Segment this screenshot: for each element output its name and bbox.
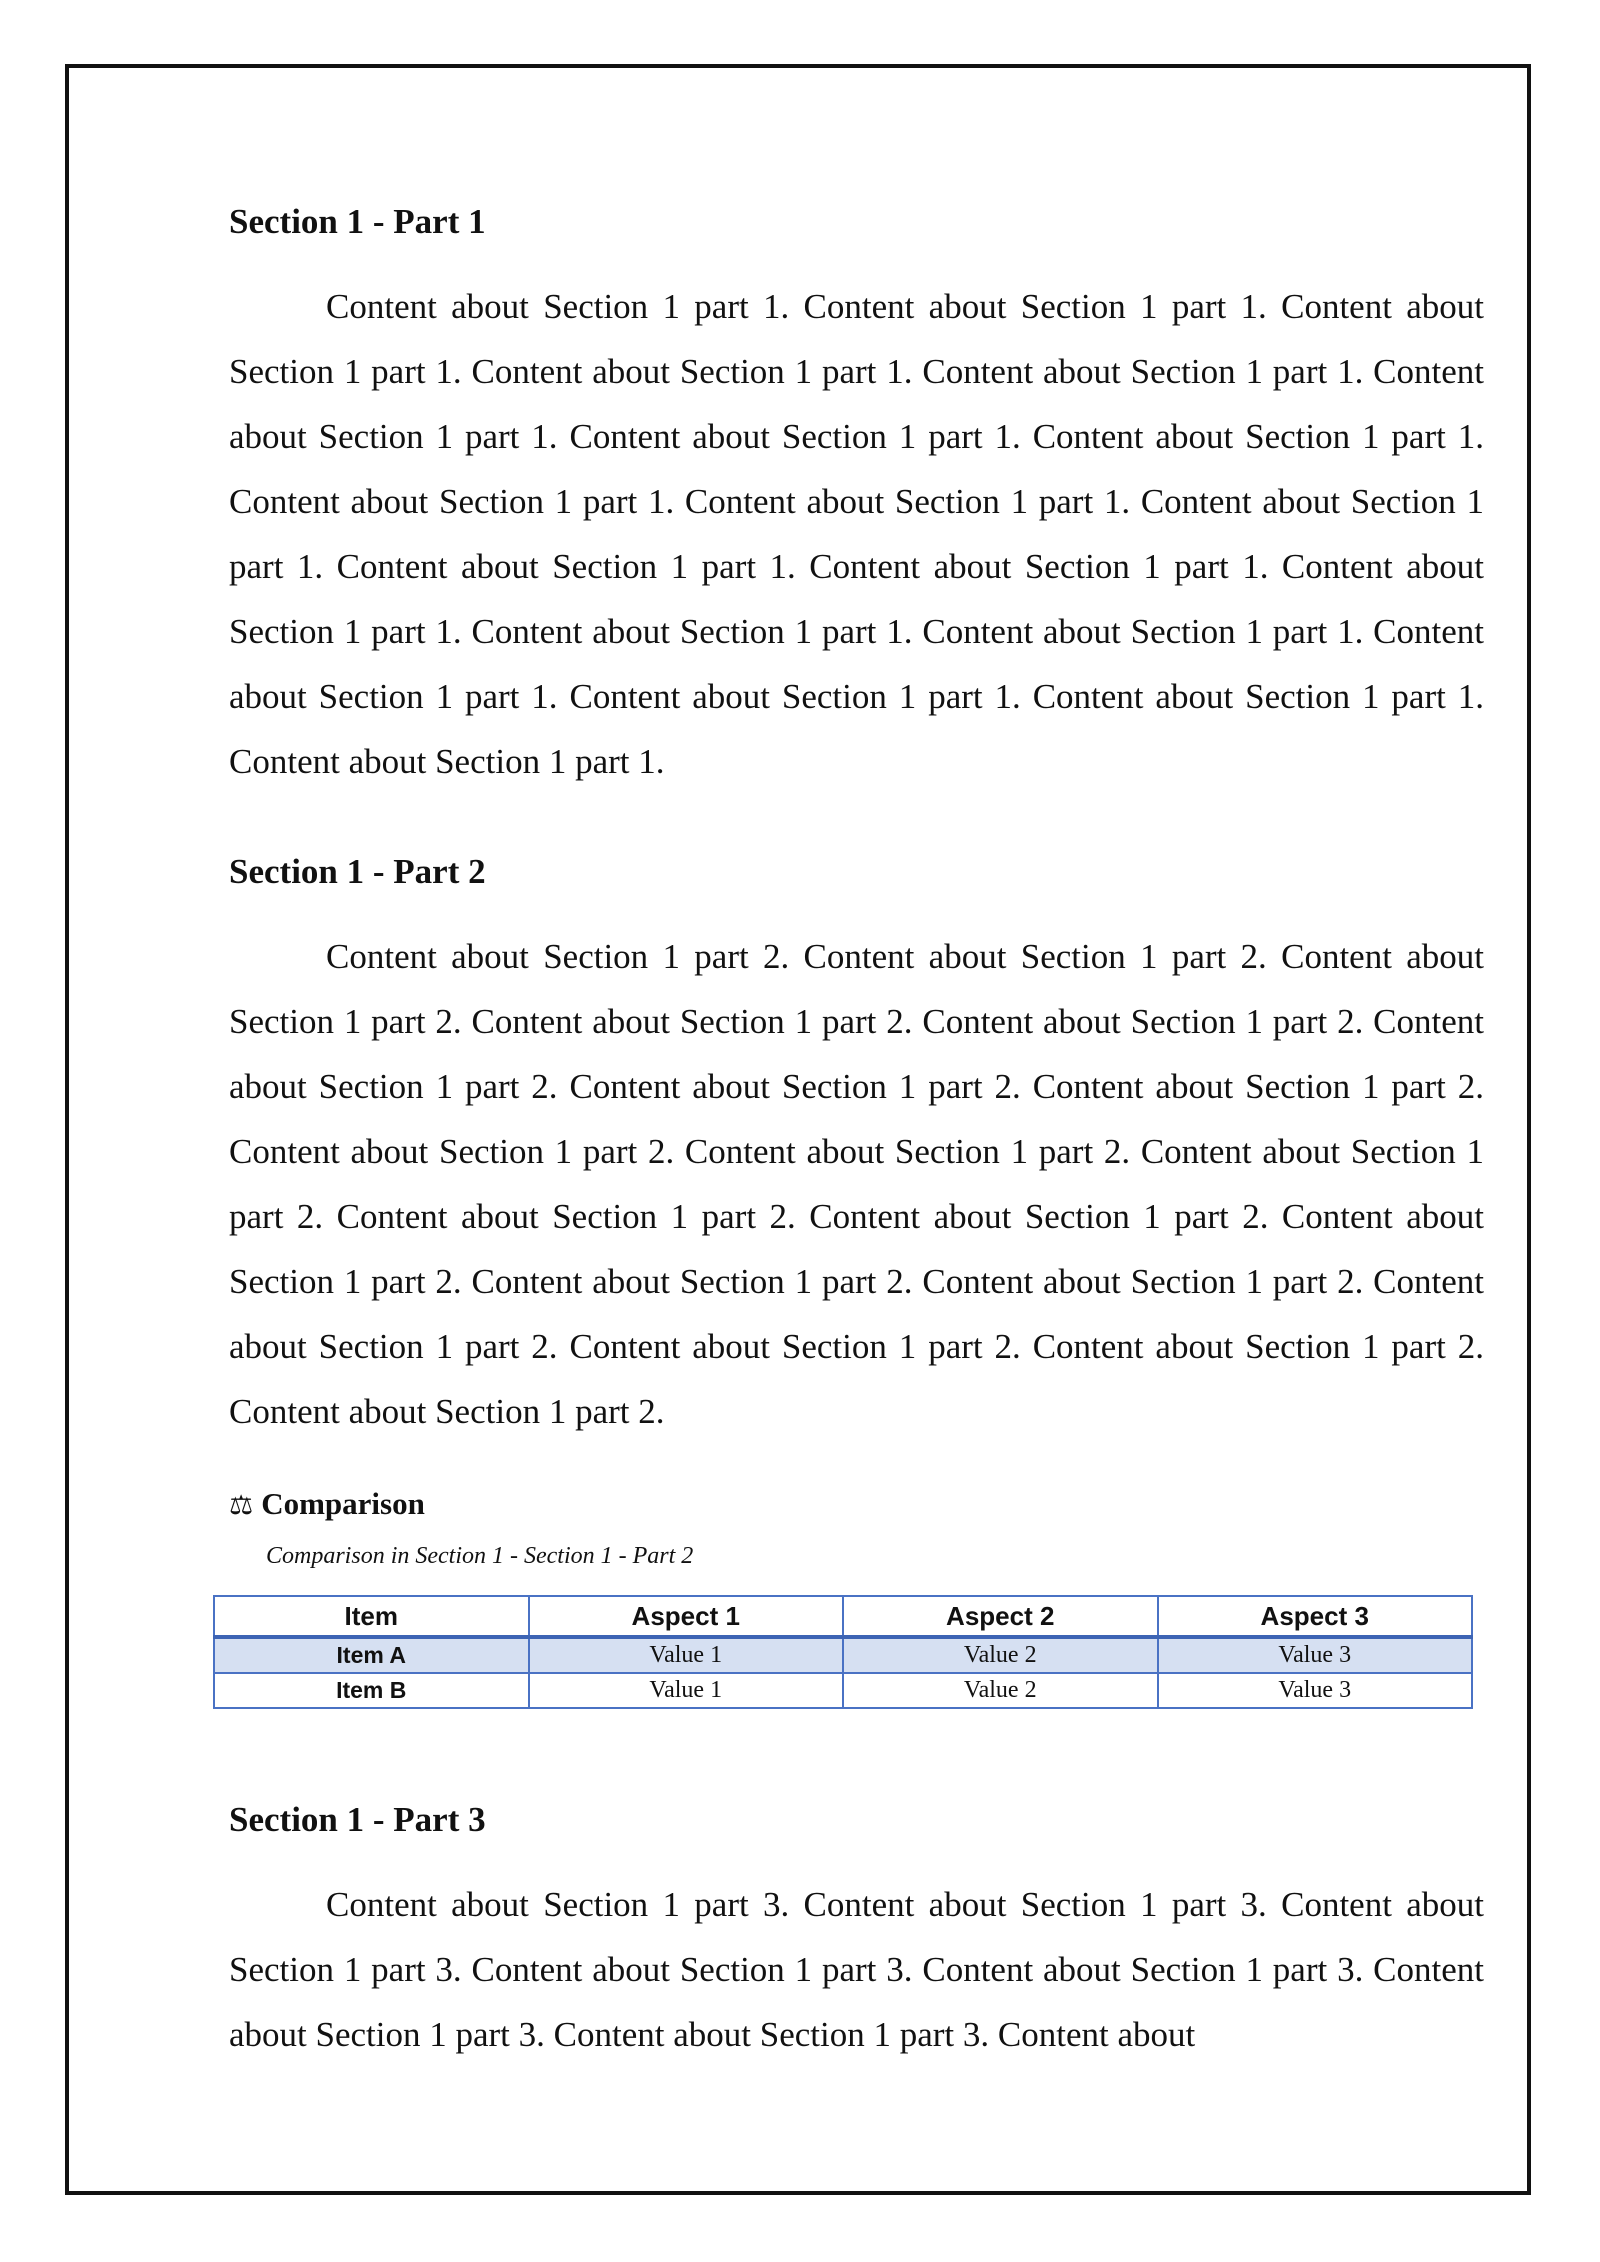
section-paragraph: Content about Section 1 part 3. Content about Section 1 part 3. Content about Section 1 part 3. Content about Section 1 part 3. Content about Section 1 part 3. Content about Section 1 part 3. Content about Section 1 part 3. Content about xyxy=(229,1885,1484,2054)
row-header: Item B xyxy=(214,1673,529,1708)
balance-scale-icon: ⚖ xyxy=(229,1490,254,1521)
section-paragraph: Content about Section 1 part 2. Content about Section 1 part 2. Content about Section 1 part 2. Content about Section 1 part 2. Content about Section 1 part 2. Content about Section 1 part 2. Content about Section 1 part 2. Content about Section 1 part 2. Content about Section 1 part 2. Content about Section 1 part 2. Content about Section 1 part 2. Content about Section 1 part 2. Content about Section 1 part 2. Content about Section 1 part 2. Content about Section 1 part 2. Content about Section 1 part 2. Content about Section 1 part 2. Content about Section 1 part 2. Content about Section 1 part 2. Content about Section 1 part 2. xyxy=(229,937,1484,1431)
section-heading: Section 1 - Part 2 xyxy=(229,852,486,891)
table-cell: Value 3 xyxy=(1158,1637,1473,1673)
section-heading: Section 1 - Part 1 xyxy=(229,202,486,241)
comparison-table xyxy=(213,1595,1473,1709)
table-row xyxy=(214,1637,1472,1673)
column-header: Item xyxy=(214,1596,529,1637)
table-header-row xyxy=(214,1596,1472,1637)
comparison-title: Comparison xyxy=(261,1486,425,1521)
table-row xyxy=(214,1673,1472,1708)
column-header: Aspect 1 xyxy=(529,1596,844,1637)
row-header: Item A xyxy=(214,1637,529,1673)
column-header: Aspect 2 xyxy=(843,1596,1158,1637)
table-cell: Value 2 xyxy=(843,1673,1158,1708)
table-cell: Value 2 xyxy=(843,1637,1158,1673)
table-caption: Comparison in Section 1 - Section 1 - Part 2 xyxy=(266,1543,694,1569)
table-cell: Value 1 xyxy=(529,1673,844,1708)
section-heading: Section 1 - Part 3 xyxy=(229,1800,486,1839)
section-paragraph: Content about Section 1 part 1. Content about Section 1 part 1. Content about Section 1 part 1. Content about Section 1 part 1. Content about Section 1 part 1. Content about Section 1 part 1. Content about Section 1 part 1. Content about Section 1 part 1. Content about Section 1 part 1. Content about Section 1 part 1. Content about Section 1 part 1. Content about Section 1 part 1. Content about Section 1 part 1. Content about Section 1 part 1. Content about Section 1 part 1. Content about Section 1 part 1. Content about Section 1 part 1. Content about Section 1 part 1. Content about Section 1 part 1. Content about Section 1 part 1. xyxy=(229,287,1484,781)
comparison-heading xyxy=(229,1484,425,1526)
column-header: Aspect 3 xyxy=(1158,1596,1473,1637)
table-cell: Value 1 xyxy=(529,1637,844,1673)
table-cell: Value 3 xyxy=(1158,1673,1473,1708)
